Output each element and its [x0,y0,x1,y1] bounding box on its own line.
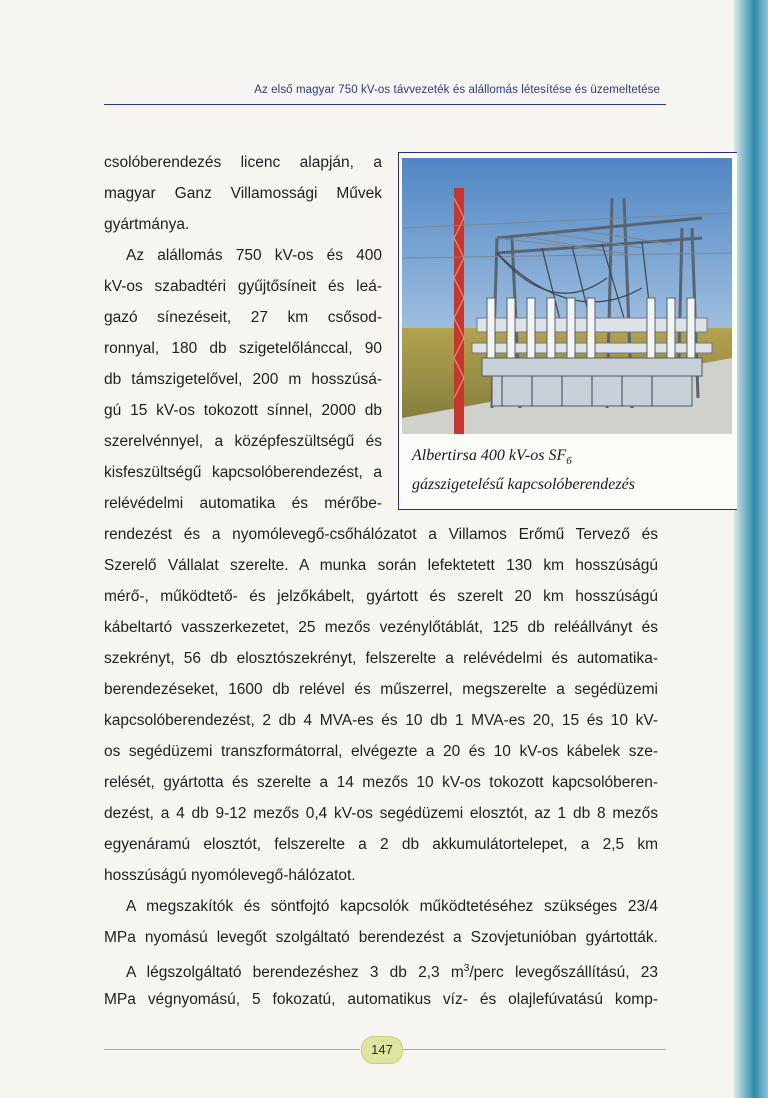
body-line: berendezéseket, 1600 db relével és műszerrel, megszerelte a segédüzemi [104,681,658,698]
substation-photo [402,158,732,434]
body-line: relését, gyártotta és szerelte a 14 mezős 10 kV-os tokozott kapcsolóberen- [104,774,658,791]
book-edge-strip [734,0,768,1098]
body-line: csolóberendezés licenc alapján, a [104,154,382,171]
body-line: mérő-, működtető- és jelzőkábelt, gyártott és szerelt 20 km hosszúságú [104,588,658,605]
header-rule [104,104,666,105]
body-line: gyártmánya. [104,216,190,233]
body-line: szekrényt, 56 db elosztószekrényt, felszerelte a relévédelmi és automatika- [104,650,658,667]
body-line: A megszakítók és söntfojtó kapcsolók működtetéséhez szükséges 23/4 [126,898,658,915]
body-line: Szerelő Vállalat szerelte. A munka során lefektetett 130 km hosszúságú [104,557,658,574]
body-line: magyar Ganz Villamossági Művek [104,185,382,202]
page-number: 147 [361,1036,403,1064]
body-line-part: /perc levegőszállítású, 23 [469,964,658,982]
body-line: ronnyal, 180 db szigetelőlánccal, 90 [104,340,382,357]
body-line: gazó sínezéseit, 27 km csősod- [104,309,382,326]
footer-rule-right [402,1049,666,1050]
body-line: MPa végnyomású, 5 fokozatú, automatikus víz- és olajlefúvatású komp- [104,991,658,1008]
footer-rule-left [104,1049,360,1050]
superscript: 3 [463,963,470,974]
running-header: Az első magyar 750 kV-os távvezeték és alállomás létesítése és üzemeltetése [254,84,660,96]
body-line: MPa nyomású levegőt szolgáltató berendezést a Szovjetunióban gyártották. [104,929,658,946]
body-line: db támszigetelővel, 200 m hosszúsá- [104,371,382,388]
caption-line-2: gázszigetelésű kapcsolóberendezés [412,476,635,494]
body-line: szerelvénnyel, a középfeszültségű és [104,433,382,450]
body-line: os segédüzemi transzformátorral, elvégezte a 20 és 10 kV-os kábelek sze- [104,743,658,760]
caption-subscript: 6 [566,455,572,468]
caption-line-1: Albertirsa 400 kV-os SF [412,447,567,464]
body-line: hosszúságú nyomólevegő-hálózatot. [104,867,356,884]
body-line: kV-os szabadtéri gyűjtősíneit és leá- [104,278,382,295]
body-line: relévédelmi automatika és mérőbe- [104,495,382,512]
body-line: Az alállomás 750 kV-os és 400 [126,247,382,264]
body-line: dezést, a 4 db 9-12 mezős 0,4 kV-os segédüzemi elosztót, az 1 db 8 mezős [104,805,658,822]
body-line: rendezést és a nyomólevegő-csőhálózatot a Villamos Erőmű Tervező és [104,526,658,543]
body-line-part: A légszolgáltató berendezéshez 3 db 2,3 m [126,964,464,982]
body-line-with-superscript [104,959,658,983]
body-line: gú 15 kV-os tokozott sínnel, 2000 db [104,402,382,419]
body-line: kapcsolóberendezést, 2 db 4 MVA-es és 10 db 1 MVA-es 20, 15 és 10 kV- [104,712,658,729]
body-line: egyenáramú elosztót, felszerelte a 2 db akkumulátortelepet, a 2,5 km [104,836,658,853]
body-line: kisfeszültségű kapcsolóberendezést, a [104,464,382,481]
figure-caption [412,444,732,497]
body-line: kábeltartó vasszerkezetet, 25 mezős vezénylőtáblát, 125 db reléállványt és [104,619,658,636]
